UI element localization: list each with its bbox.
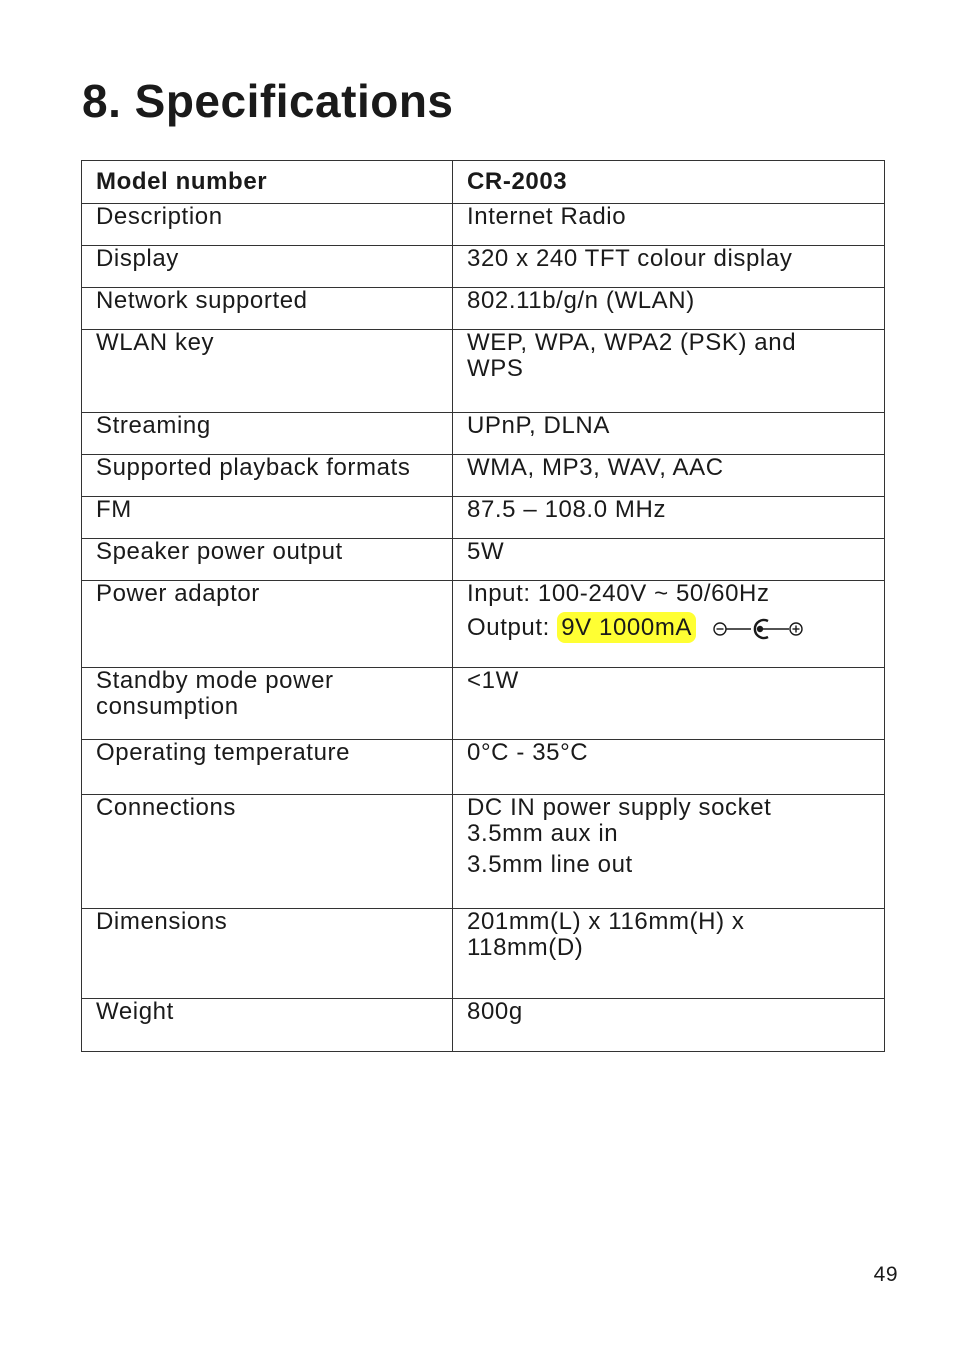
power-output-value: 9V 1000mA xyxy=(557,612,696,643)
row-label: Weight xyxy=(82,999,453,1052)
label-line: consumption xyxy=(96,693,239,720)
page-number: 49 xyxy=(873,1263,898,1286)
row-value: 802.11b/g/n (WLAN) xyxy=(453,288,885,330)
table-row xyxy=(82,539,885,581)
label-line: Standby mode power xyxy=(96,667,334,694)
row-label: Description xyxy=(82,204,453,246)
row-value: Internet Radio xyxy=(453,204,885,246)
table-row xyxy=(82,740,885,795)
row-value: 87.5 – 108.0 MHz xyxy=(453,497,885,539)
power-output xyxy=(467,615,870,642)
row-value: UPnP, DLNA xyxy=(453,413,885,455)
value-line: 3.5mm line out xyxy=(467,851,633,878)
row-value xyxy=(453,581,885,668)
row-label: Streaming xyxy=(82,413,453,455)
power-input: Input: 100-240V ~ 50/60Hz xyxy=(467,580,770,607)
row-label: Connections xyxy=(82,795,453,909)
row-value xyxy=(453,330,885,413)
row-label: Display xyxy=(82,246,453,288)
row-value: 320 x 240 TFT colour display xyxy=(453,246,885,288)
row-label: Network supported xyxy=(82,288,453,330)
row-label: Dimensions xyxy=(82,909,453,999)
header-value: CR-2003 xyxy=(453,161,885,204)
row-value: WMA, MP3, WAV, AAC xyxy=(453,455,885,497)
row-label: Speaker power output xyxy=(82,539,453,581)
page-title: 8. Specifications xyxy=(82,75,454,127)
row-label: Operating temperature xyxy=(82,740,453,795)
table-row xyxy=(82,246,885,288)
table-row xyxy=(82,330,885,413)
value-line: DC IN power supply socket xyxy=(467,794,772,821)
power-output-label: Output: xyxy=(467,614,550,641)
table-row xyxy=(82,455,885,497)
specifications-table xyxy=(81,160,885,1052)
row-value: 800g xyxy=(453,999,885,1052)
table-row xyxy=(82,288,885,330)
row-label: FM xyxy=(82,497,453,539)
row-value: <1W xyxy=(453,668,885,740)
row-label: WLAN key xyxy=(82,330,453,413)
table-row xyxy=(82,581,885,668)
row-value: 5W xyxy=(453,539,885,581)
table-row xyxy=(82,909,885,999)
table-row xyxy=(82,413,885,455)
table-row xyxy=(82,497,885,539)
value-line: 201mm(L) x 116mm(H) x xyxy=(467,908,745,935)
value-line: WEP, WPA, WPA2 (PSK) and xyxy=(467,329,797,356)
table-row xyxy=(82,795,885,909)
dc-polarity-icon xyxy=(713,616,805,642)
table-header-row xyxy=(82,161,885,204)
row-label: Power adaptor xyxy=(82,581,453,668)
row-value xyxy=(453,909,885,999)
header-label: Model number xyxy=(82,161,453,204)
row-label: Supported playback formats xyxy=(82,455,453,497)
row-label xyxy=(82,668,453,740)
table-row xyxy=(82,204,885,246)
table-row xyxy=(82,668,885,740)
value-line: 118mm(D) xyxy=(467,934,584,961)
value-line: 3.5mm aux in xyxy=(467,820,619,847)
table-row xyxy=(82,999,885,1052)
row-value xyxy=(453,795,885,909)
value-line: WPS xyxy=(467,355,524,382)
row-value: 0°C - 35°C xyxy=(453,740,885,795)
